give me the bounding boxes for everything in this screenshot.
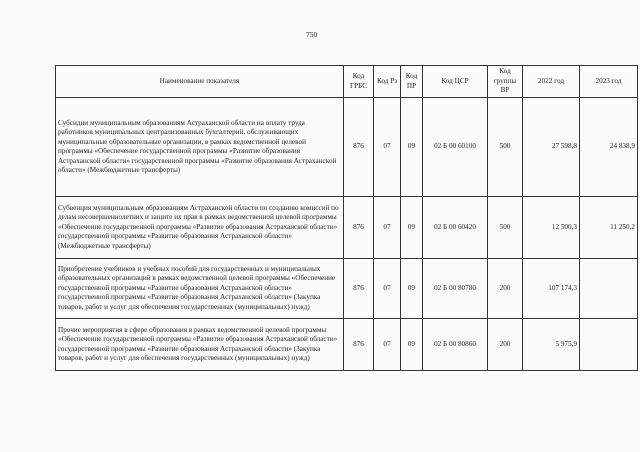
row-rz: 07 xyxy=(374,259,401,319)
row-grbs: 876 xyxy=(344,319,374,371)
header-grbs: Код ГРБС xyxy=(344,66,374,98)
table-row xyxy=(56,319,638,371)
row-rz: 07 xyxy=(374,98,401,197)
row-2022: 12 500,3 xyxy=(523,197,580,259)
row-vr: 200 xyxy=(488,319,523,371)
row-pr: 09 xyxy=(401,319,423,371)
header-2022: 2022 год xyxy=(523,66,580,98)
table-row xyxy=(56,98,638,197)
header-2023: 2023 год xyxy=(580,66,638,98)
table-row xyxy=(56,259,638,319)
row-grbs: 876 xyxy=(344,197,374,259)
row-grbs: 876 xyxy=(344,98,374,197)
row-vr: 500 xyxy=(488,197,523,259)
row-2023 xyxy=(580,259,638,319)
budget-table xyxy=(55,65,638,371)
row-rz: 07 xyxy=(374,197,401,259)
row-name: Прочие мероприятия в сфере образования в рамках ведомственной целевой программы «Обеспечение государственной программы «Развитие образования Астраханской области» государственной программы «Развитие образования Астраханской области» (Закупка товаров, работ и услуг для обеспечения государственных (муниципальных) нужд) xyxy=(56,319,344,371)
row-2023: 11 250,2 xyxy=(580,197,638,259)
row-name: Субвенция муниципальным образованиям Астраханской области по созданию комиссий по делам несовершеннолетних и защите их прав в рамках ведомственной целевой программы «Обеспечение государственной программы «Развитие образования Астраханской области» государственной программы «Развитие образования Астраханской области» (Межбюджетные трансферты) xyxy=(56,197,344,259)
row-2022: 27 598,8 xyxy=(523,98,580,197)
header-vr: Код группы ВР xyxy=(488,66,523,98)
row-csr: 02 Б 00 80780 xyxy=(423,259,488,319)
row-name: Субсидии муниципальным образованиям Астраханской области на оплату труда работников муниципальных централизованных бухгалтерий, обслуживающих муниципальные образовательные организации, в рамках ведомственной целевой программы «Обеспечение государственной программы «Развитие образования Астраханской области» государственной программы «Развитие образования Астраханской области» (Межбюджетные трансферты) xyxy=(56,98,344,197)
row-2023: 24 838,9 xyxy=(580,98,638,197)
row-csr: 02 Б 00 80860 xyxy=(423,319,488,371)
row-vr: 200 xyxy=(488,259,523,319)
row-name: Приобретение учебников и учебных пособий для государственных и муниципальных образовательных организаций в рамках ведомственной целевой программы «Обеспечение государственной программы «Развитие образования Астраханской области» государственной программы «Развитие образования Астраханской области» (Закупка товаров, работ и услуг для обеспечения государственных (муниципальных) нужд) xyxy=(56,259,344,319)
row-2022: 5 975,9 xyxy=(523,319,580,371)
header-pr: Код ПР xyxy=(401,66,423,98)
row-grbs: 876 xyxy=(344,259,374,319)
header-name: Наименование показателя xyxy=(56,66,344,98)
header-row xyxy=(56,66,638,98)
row-vr: 500 xyxy=(488,98,523,197)
row-csr: 02 Б 00 60100 xyxy=(423,98,488,197)
page-number: 750 xyxy=(306,30,318,39)
row-csr: 02 Б 00 60420 xyxy=(423,197,488,259)
header-rz: Код Рз xyxy=(374,66,401,98)
table-row xyxy=(56,197,638,259)
row-2023 xyxy=(580,319,638,371)
header-csr: Код ЦСР xyxy=(423,66,488,98)
row-rz: 07 xyxy=(374,319,401,371)
row-pr: 09 xyxy=(401,98,423,197)
row-pr: 09 xyxy=(401,197,423,259)
row-2022: 107 174,3 xyxy=(523,259,580,319)
row-pr: 09 xyxy=(401,259,423,319)
